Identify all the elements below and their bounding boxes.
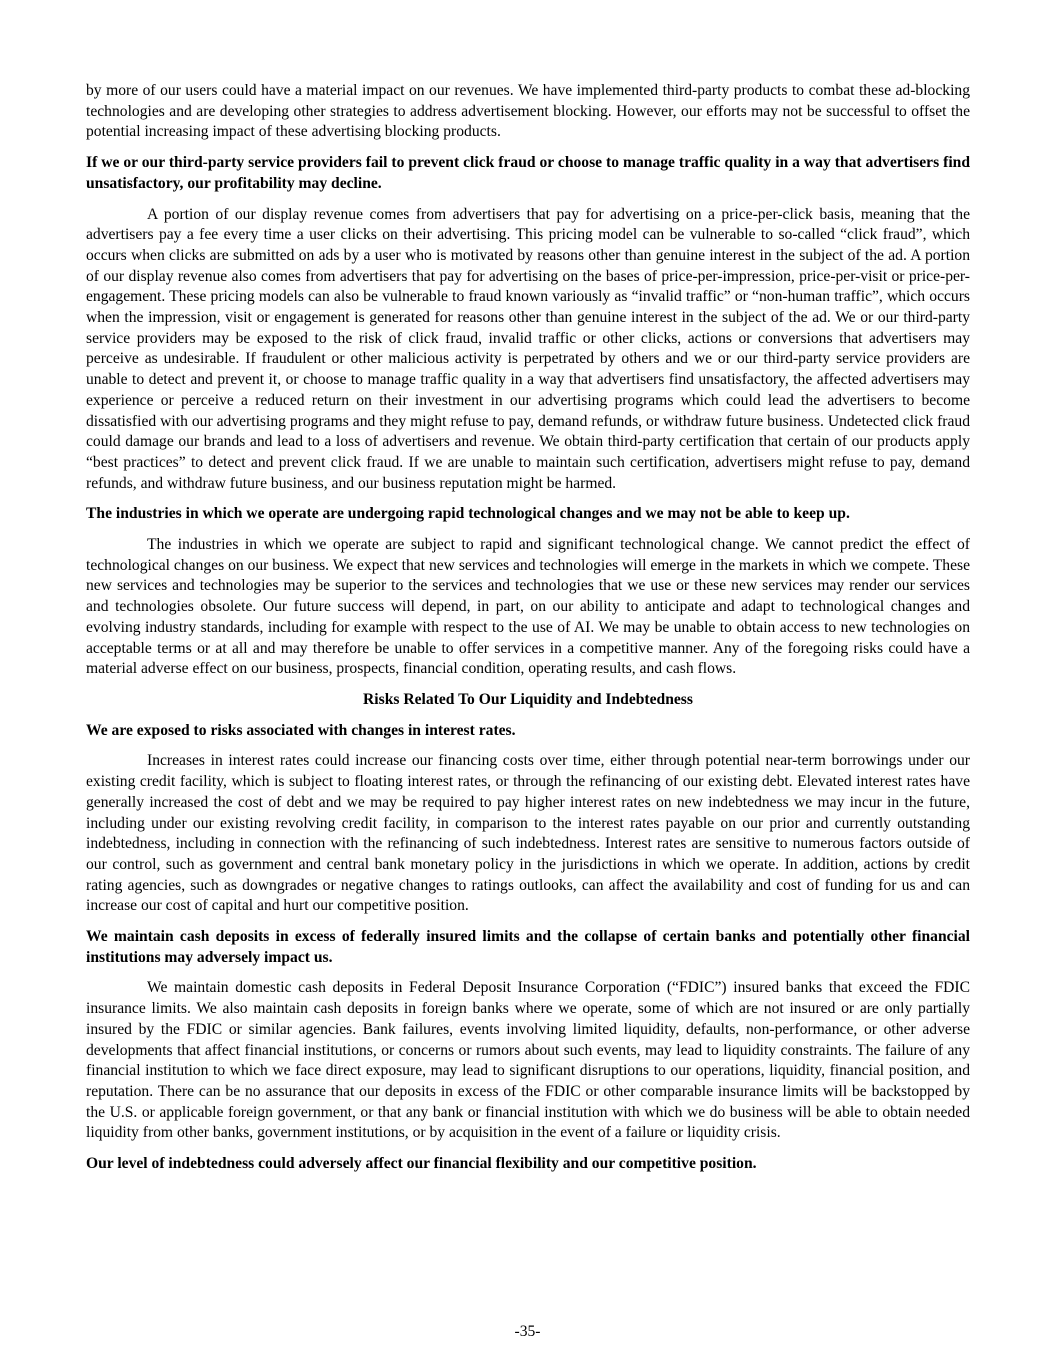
heading-technological-changes: The industries in which we operate are undergoing rapid technological changes and we may not be able to keep up. <box>86 505 850 523</box>
heading-interest-rates: We are exposed to risks associated with changes in interest rates. <box>86 721 516 739</box>
page-number: -35- <box>514 1323 541 1340</box>
heading-click-fraud: If we or our third-party service providers fail to prevent click fraud or choose to manage traffic quality in a way that advertisers find unsatisfactory, our profitability may decline. <box>86 154 970 192</box>
heading-cash-deposits: We maintain cash deposits in excess of federally insured limits and the collapse of certain banks and potentially other financial institutions may adversely impact us. <box>86 928 970 966</box>
document-page <box>86 81 970 1175</box>
paragraph-ad-blocking-continued: by more of our users could have a material impact on our revenues. We have implemented third-party products to combat these ad-blocking technologies and are developing other strategies to address advertisement blocking. However, our efforts may not be successful to offset the potential increasing impact of these advertising blocking products. <box>86 82 970 141</box>
paragraph-click-fraud: A portion of our display revenue comes from advertisers that pay for advertising on a price-per-click basis, meaning that the advertisers pay a fee every time a user clicks on their advertising. This pricing model can be vulnerable to so-called “click fraud”, which occurs when clicks are submitted on ads by a user who is motivated by reasons other than genuine interest in the subject of the ad. A portion of our display revenue also comes from advertisers that pay for advertising on the bases of price-per-impression, price-per-visit or price-per-engagement. These pricing models can also be vulnerable to fraud known variously as “invalid traffic” or “non-human traffic”, which occurs when the impression, visit or engagement is generated for reasons other than genuine interest in the subject of the ad. We or our third-party service providers may be exposed to the risk of click fraud, invalid traffic or other clicks, actions or conversions that advertisers may perceive as undesirable. If fraudulent or other malicious activity is perpetrated by others and we or our third-party service providers are unable to detect and prevent it, or choose to manage traffic quality in a way that advertisers find unsatisfactory, the affected advertisers may experience or perceive a reduced return on their investment in our advertising programs which could lead the advertisers to become dissatisfied with our advertising programs and they might refuse to pay, demand refunds, or withdraw future business. Undetected click fraud could damage our brands and lead to a loss of advertisers and revenue. We obtain third-party certification that certain of our products apply “best practices” to detect and prevent click fraud. If we are unable to maintain such certification, advertisers might refuse to pay, demand refunds, and withdraw future business, and our business reputation might be harmed. <box>86 205 970 492</box>
section-title-liquidity: Risks Related To Our Liquidity and Indebtedness <box>363 690 693 708</box>
paragraph-technological-changes: The industries in which we operate are subject to rapid and significant technological change. We cannot predict the effect of technological changes on our business. We expect that new services and technologies will emerge in the markets in which we compete. These new services and technologies may be superior to the services and technologies that we use or these new services may render our services and technologies obsolete. Our future success will depend, in part, on our ability to anticipate and adapt to technological changes and evolving industry standards, including for example with respect to the use of AI. We may be unable to obtain access to new technologies on acceptable terms or at all and may therefore be unable to offer services in a competitive manner. Any of the foregoing risks could have a material adverse effect on our business, prospects, financial condition, operating results, and cash flows. <box>86 536 970 678</box>
paragraph-interest-rates: Increases in interest rates could increase our financing costs over time, either through potential near-term borrowings under our existing credit facility, which is subject to floating interest rates, or through the refinancing of our existing debt. Elevated interest rates have generally increased the cost of debt and we may be required to pay higher interest rates on new indebtedness we may incur in the future, including under our existing revolving credit facility, in comparison to the interest rates payable on our prior and currently outstanding indebtedness, including in connection with the refinancing of such indebtedness. Interest rates are sensitive to numerous factors outside of our control, such as government and central bank monetary policy in the jurisdictions in which we operate. In addition, actions by credit rating agencies, such as downgrades or negative changes to ratings outlooks, can affect the availability and cost of funding for us and can increase our cost of capital and hurt our competitive position. <box>86 752 970 915</box>
paragraph-cash-deposits: We maintain domestic cash deposits in Federal Deposit Insurance Corporation (“FDIC”) insured banks that exceed the FDIC insurance limits. We also maintain cash deposits in foreign banks where we operate, some of which are not insured or are only partially insured by the FDIC or similar agencies. Bank failures, events involving limited liquidity, defaults, non-performance, or other adverse developments that affect financial institutions, or concerns or rumors about such events, may lead to liquidity constraints. The failure of any financial institution to which we face direct exposure, may lead to significant disruptions to our operations, liquidity, financial position, and reputation. There can be no assurance that our deposits in excess of the FDIC or other comparable insurance limits will be backstopped by the U.S. or applicable foreign government, or that any bank or financial institution with which we do business will be able to obtain needed liquidity from other banks, government institutions, or by acquisition in the event of a failure or liquidity crisis. <box>86 979 970 1142</box>
heading-indebtedness: Our level of indebtedness could adversely affect our financial flexibility and our competitive position. <box>86 1155 757 1173</box>
